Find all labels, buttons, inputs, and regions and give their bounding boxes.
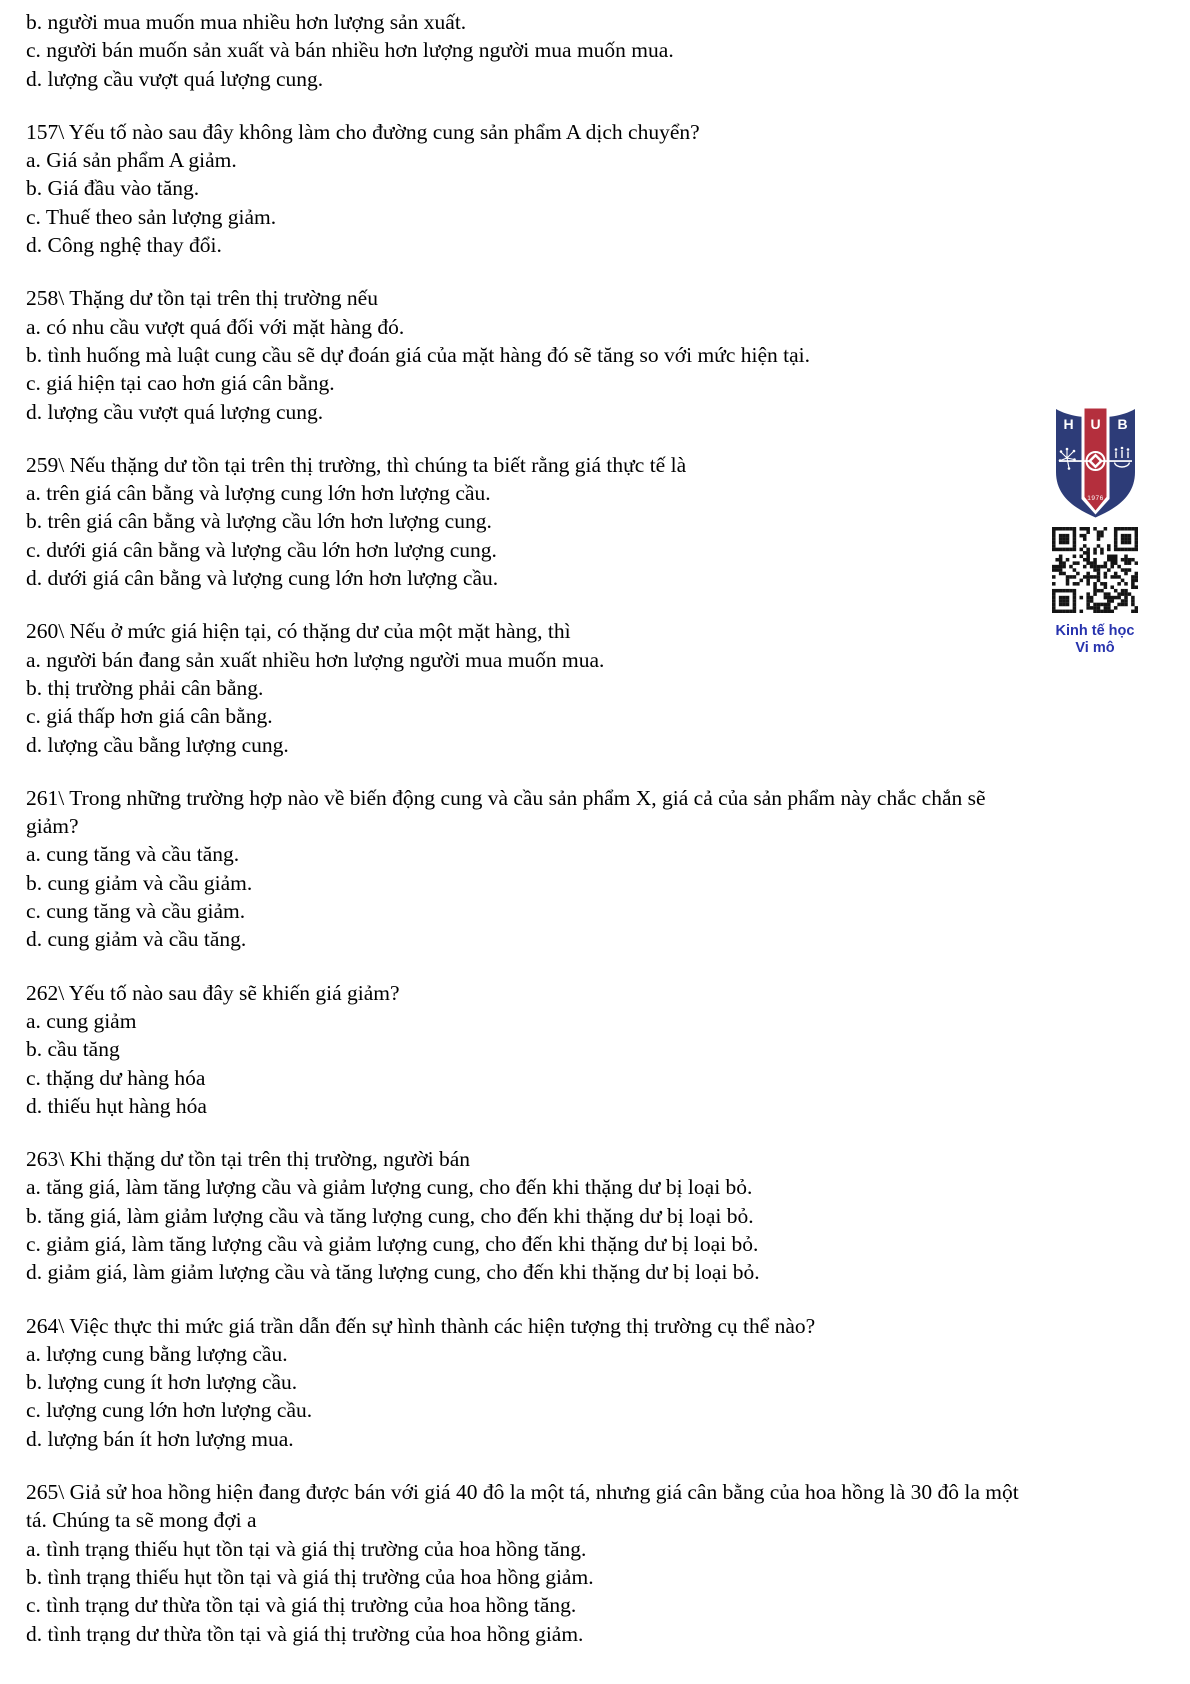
course-caption-line1: Kinh tế học <box>1055 623 1135 639</box>
question-line: 264\ Việc thực thi mức giá trần dẫn đến sự hình thành các hiện tượng thị trường cụ thể nào? <box>26 1313 816 1338</box>
option-line: d. lượng cầu vượt quá lượng cung. <box>26 399 324 424</box>
question-line: tá. Chúng ta sẽ mong đợi a <box>26 1508 257 1533</box>
option-line: a. có nhu cầu vượt quá đối với mặt hàng đó. <box>26 314 405 339</box>
question-line: 265\ Giả sử hoa hồng hiện đang được bán với giá 40 đô la một tá, nhưng giá cân bằng của hoa hồng là 30 đô la một <box>26 1480 1019 1505</box>
option-line: a. người bán đang sản xuất nhiều hơn lượng người mua muốn mua. <box>26 647 605 672</box>
option-line: c. cung tăng và cầu giảm. <box>26 899 246 924</box>
option-line: c. tình trạng dư thừa tồn tại và giá thị trường của hoa hồng tăng. <box>26 1593 577 1618</box>
option-line: d. lượng cầu bằng lượng cung. <box>26 732 289 757</box>
option-line: b. tình trạng thiếu hụt tồn tại và giá thị trường của hoa hồng giảm. <box>26 1564 594 1589</box>
option-line: a. Giá sản phẩm A giảm. <box>26 148 237 173</box>
option-line: b. Giá đầu vào tăng. <box>26 176 200 201</box>
logo-letter-u: U <box>1089 416 1101 432</box>
question-line: 263\ Khi thặng dư tồn tại trên thị trường, người bán <box>26 1147 471 1172</box>
logo-year: 1976 <box>1086 495 1104 502</box>
option-line: b. người mua muốn mua nhiều hơn lượng sản xuất. <box>26 10 467 34</box>
question-line: 157\ Yếu tố nào sau đây không làm cho đường cung sản phẩm A dịch chuyển? <box>26 119 700 144</box>
question-block-262 <box>26 979 1019 1120</box>
branding-sidebar <box>1048 402 1142 657</box>
option-line: d. dưới giá cân bằng và lượng cung lớn hơn lượng cầu. <box>26 566 499 591</box>
question-line: 259\ Nếu thặng dư tồn tại trên thị trường, thì chúng ta biết rằng giá thực tế là <box>26 452 687 477</box>
option-line: c. giảm giá, làm tăng lượng cầu và giảm lượng cung, cho đến khi thặng dư bị loại bỏ. <box>26 1231 759 1256</box>
question-block-259 <box>26 451 1019 592</box>
diamond-emblem-icon <box>1086 452 1104 470</box>
option-line: b. lượng cung ít hơn lượng cầu. <box>26 1370 298 1395</box>
question-block-264 <box>26 1312 1019 1453</box>
option-line: d. Công nghệ thay đổi. <box>26 233 222 258</box>
question-block-265 <box>26 1478 1019 1648</box>
option-line: b. thị trường phải cân bằng. <box>26 675 264 700</box>
logo-letter-b: B <box>1116 416 1128 432</box>
option-line: a. tình trạng thiếu hụt tồn tại và giá thị trường của hoa hồng tăng. <box>26 1536 587 1561</box>
option-line: d. lượng cầu vượt quá lượng cung. <box>26 66 324 91</box>
option-line: a. tăng giá, làm tăng lượng cầu và giảm lượng cung, cho đến khi thặng dư bị loại bỏ. <box>26 1175 753 1200</box>
option-line: a. cung giảm <box>26 1008 137 1033</box>
option-line: c. thặng dư hàng hóa <box>26 1065 206 1090</box>
question-block-263 <box>26 1145 1019 1286</box>
question-block-partial <box>26 8 1019 93</box>
option-line: d. thiếu hụt hàng hóa <box>26 1093 207 1118</box>
question-line: 258\ Thặng dư tồn tại trên thị trường nếu <box>26 286 378 311</box>
option-line: d. giảm giá, làm giảm lượng cầu và tăng lượng cung, cho đến khi thặng dư bị loại bỏ. <box>26 1260 760 1285</box>
option-line: a. cung tăng và cầu tăng. <box>26 842 240 867</box>
option-line: d. cung giảm và cầu tăng. <box>26 927 247 952</box>
course-caption-line2: Vi mô <box>1075 640 1115 656</box>
option-line: c. người bán muốn sản xuất và bán nhiều hơn lượng người mua muốn mua. <box>26 38 674 63</box>
question-block-258 <box>26 284 1019 425</box>
option-line: c. giá thấp hơn giá cân bằng. <box>26 704 273 729</box>
option-line: c. Thuế theo sản lượng giảm. <box>26 204 277 229</box>
option-line: c. dưới giá cân bằng và lượng cầu lớn hơn lượng cung. <box>26 537 497 562</box>
question-line: 262\ Yếu tố nào sau đây sẽ khiến giá giảm? <box>26 980 400 1005</box>
question-block-157 <box>26 118 1019 259</box>
option-line: d. tình trạng dư thừa tồn tại và giá thị trường của hoa hồng giảm. <box>26 1621 584 1646</box>
option-line: c. lượng cung lớn hơn lượng cầu. <box>26 1398 313 1423</box>
question-list <box>26 8 1019 1673</box>
option-line: b. cung giảm và cầu giảm. <box>26 870 253 895</box>
option-line: b. cầu tăng <box>26 1037 120 1062</box>
logo-letter-h: H <box>1062 416 1074 432</box>
question-block-261 <box>26 784 1019 954</box>
option-line: a. trên giá cân bằng và lượng cung lớn hơn lượng cầu. <box>26 481 491 506</box>
question-block-260 <box>26 617 1019 758</box>
option-line: b. tăng giá, làm giảm lượng cầu và tăng lượng cung, cho đến khi thặng dư bị loại bỏ. <box>26 1203 754 1228</box>
qr-code <box>1052 527 1138 613</box>
question-line: 261\ Trong những trường hợp nào về biến động cung và cầu sản phẩm X, giá cả của sản phẩm này chắc chắn sẽ <box>26 785 986 810</box>
option-line: b. tình huống mà luật cung cầu sẽ dự đoán giá của mặt hàng đó sẽ tăng so với mức hiện tại. <box>26 342 811 367</box>
option-line: b. trên giá cân bằng và lượng cầu lớn hơn lượng cung. <box>26 509 492 534</box>
question-line: 260\ Nếu ở mức giá hiện tại, có thặng dư của một mặt hàng, thì <box>26 619 571 644</box>
option-line: c. giá hiện tại cao hơn giá cân bằng. <box>26 371 335 396</box>
option-line: a. lượng cung bằng lượng cầu. <box>26 1341 288 1366</box>
question-line: giảm? <box>26 814 79 839</box>
course-caption <box>1048 623 1142 657</box>
hub-logo-icon <box>1055 402 1136 520</box>
option-line: d. lượng bán ít hơn lượng mua. <box>26 1426 294 1451</box>
